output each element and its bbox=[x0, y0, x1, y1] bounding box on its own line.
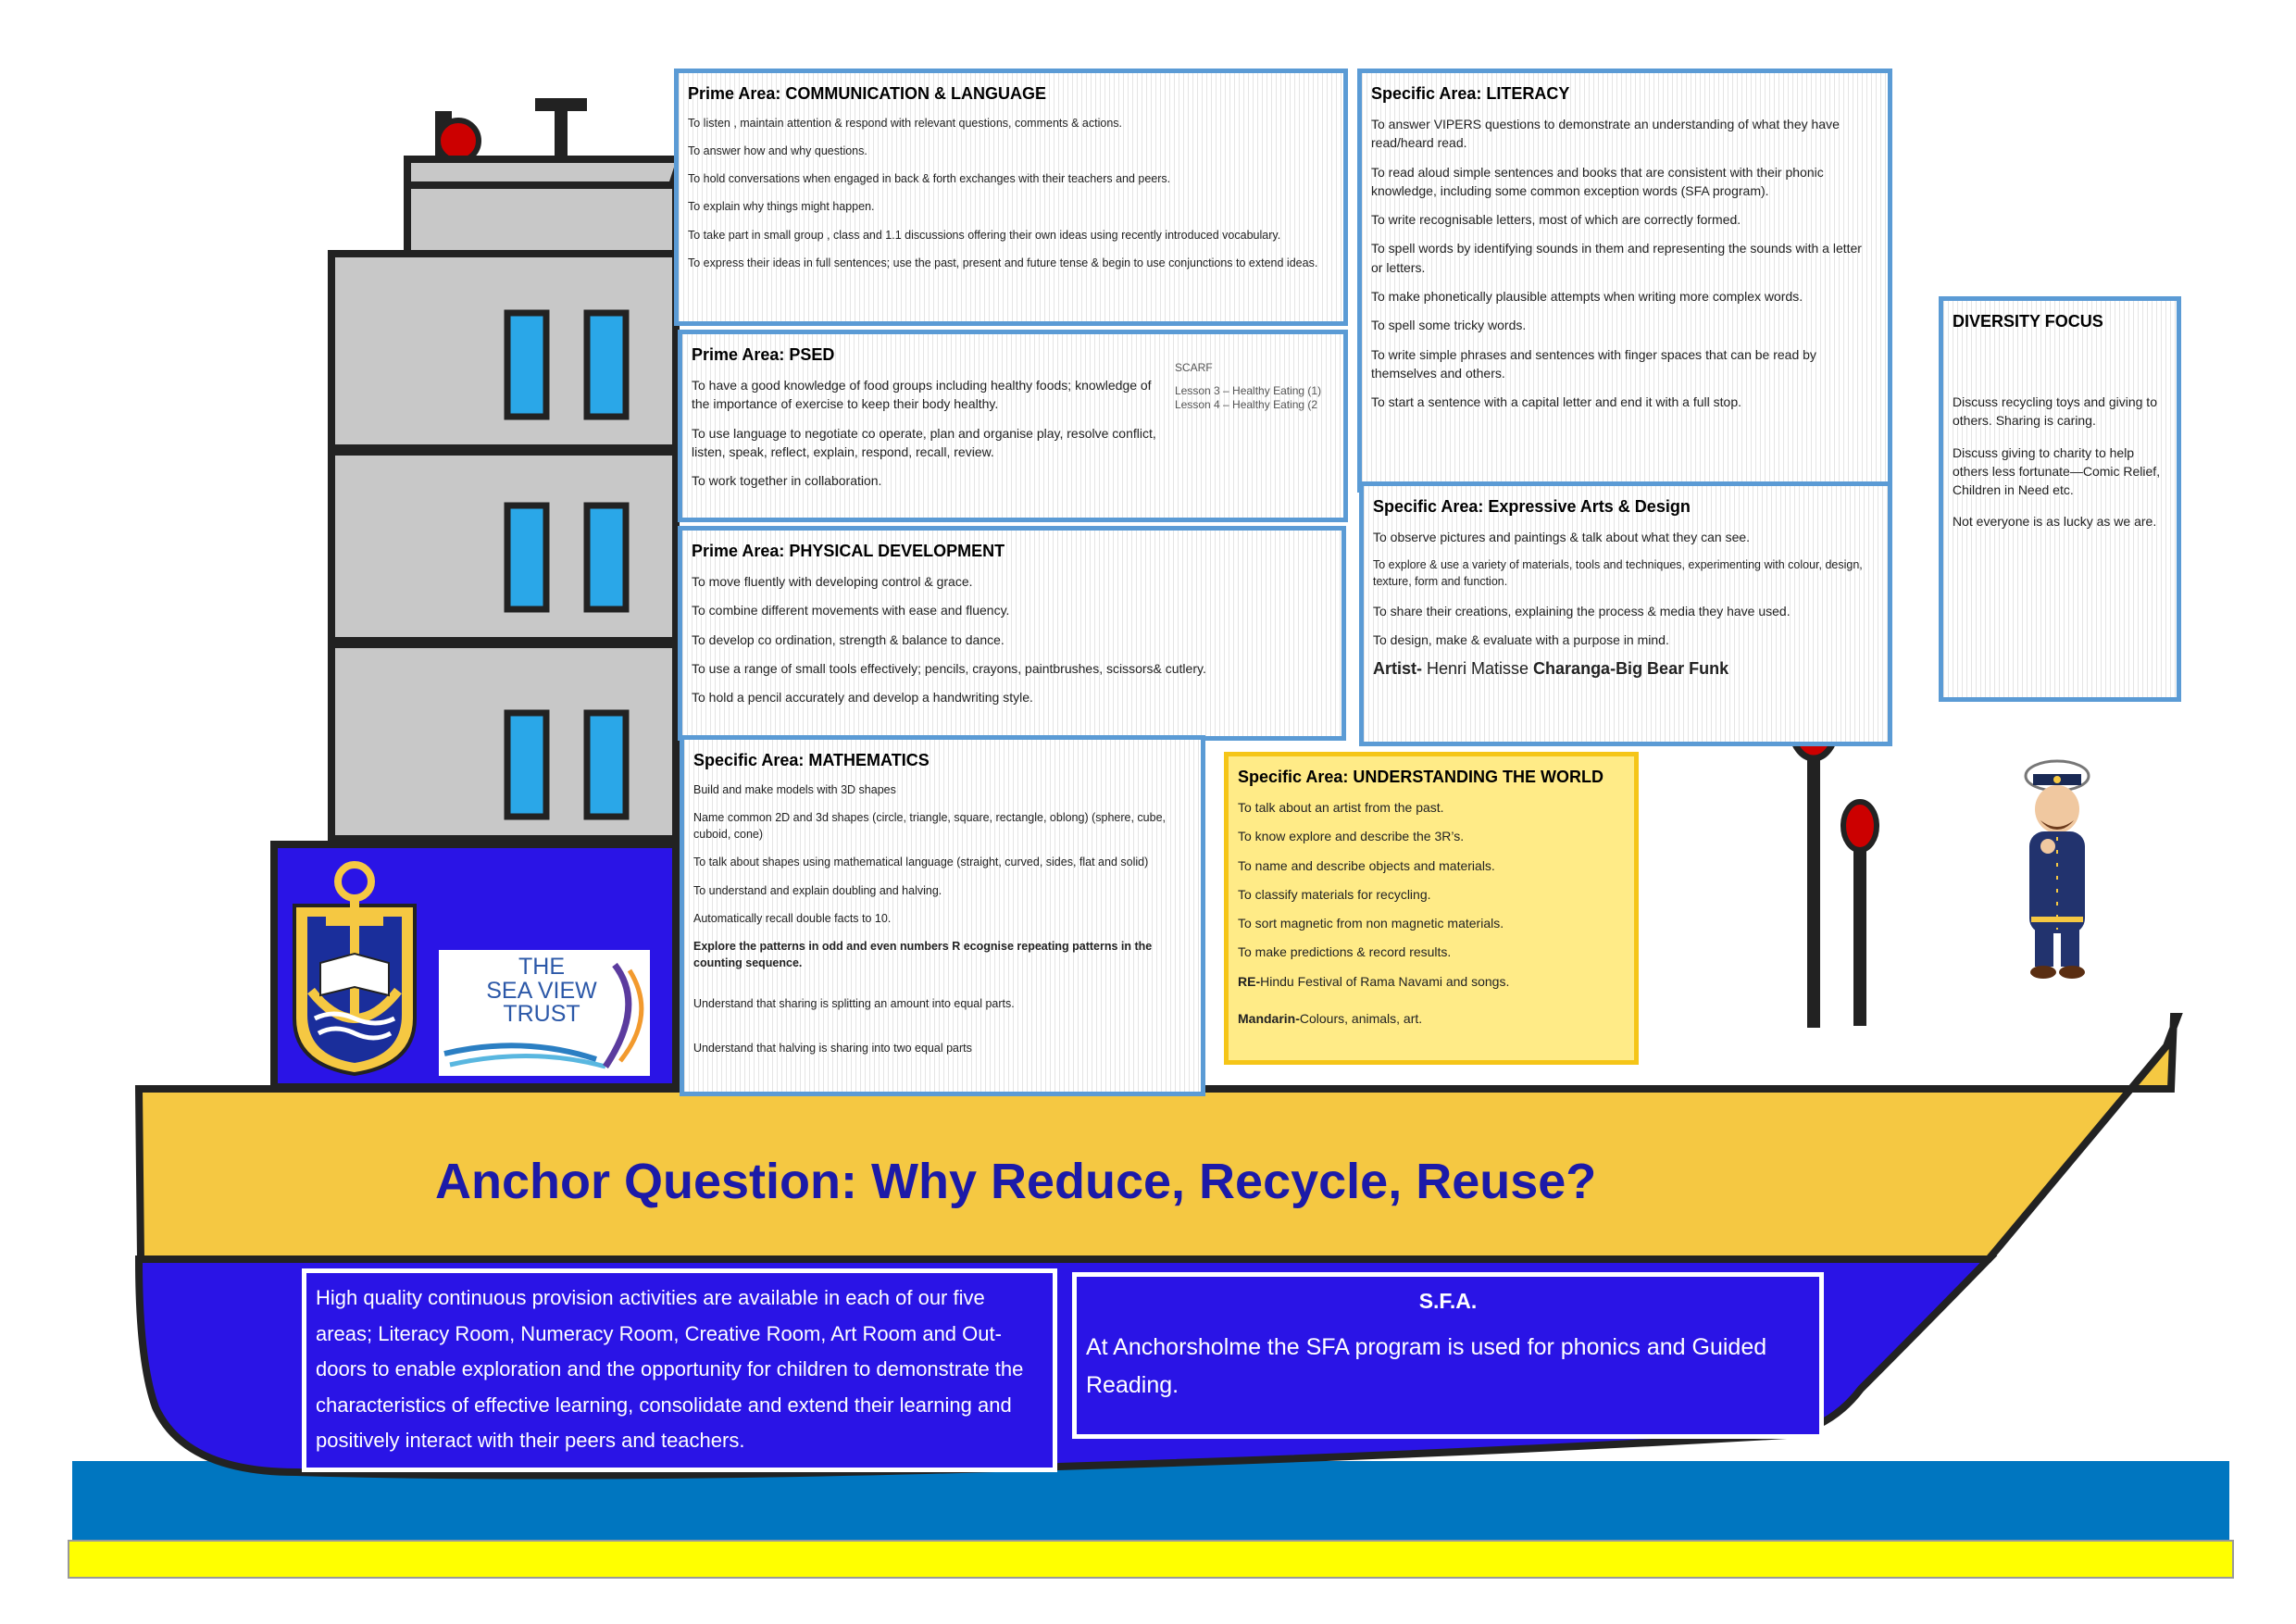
re-text: Hindu Festival of Rama Navami and songs. bbox=[1260, 973, 1510, 989]
diversity-item: Discuss giving to charity to help others less fortunate—Comic Relief, Children in Need etc. bbox=[1953, 444, 2161, 498]
artist-label: Artist- bbox=[1373, 659, 1422, 679]
title-prefix: Specific Area: bbox=[693, 751, 809, 769]
re-label: RE- bbox=[1238, 973, 1261, 989]
literacy-item: To write simple phrases and sentences with finger spaces that can be read by themselves and others. bbox=[1371, 346, 1816, 381]
title-text: MATHEMATICS bbox=[808, 751, 930, 769]
title-text: COMMUNICATION & LANGUAGE bbox=[785, 84, 1047, 103]
maths-item: Name common 2D and 3d shapes (circle, triangle, square, rectangle, oblong) (sphere, cube, cuboid, cone) bbox=[693, 811, 1166, 842]
scarf-lesson: Lesson 4 – Healthy Eating (2 bbox=[1175, 398, 1318, 411]
psed-item: To work together in collaboration. bbox=[692, 473, 882, 489]
communication-language-box bbox=[674, 69, 1348, 326]
world-item: To name and describe objects and materials. bbox=[1238, 857, 1495, 873]
maths-bold-item bbox=[693, 938, 1190, 971]
scarf-lesson: Lesson 3 – Healthy Eating (1) bbox=[1175, 384, 1322, 397]
captain-figure bbox=[2026, 761, 2089, 979]
comm-item: To answer how and why questions. bbox=[688, 144, 867, 158]
diversity-focus-box bbox=[1939, 296, 2181, 702]
mandarin-text: Colours, animals, art. bbox=[1299, 1011, 1423, 1027]
sea-view-trust-logo bbox=[439, 950, 650, 1076]
maths-title bbox=[693, 751, 1190, 770]
physical-development-box bbox=[678, 526, 1346, 741]
anchor-question-title: Anchor Question: Why Reduce, Recycle, Reuse? bbox=[435, 1154, 1597, 1209]
logo-line-2: SEA VIEW bbox=[486, 977, 597, 1004]
physical-item: To move fluently with developing control & grace. bbox=[692, 574, 973, 589]
title-text: UNDERSTANDING THE WORLD bbox=[1353, 768, 1604, 786]
title-prefix: Specific Area: bbox=[1371, 84, 1487, 103]
scarf-title: SCARF bbox=[1175, 361, 1213, 374]
title-prefix: Prime Area: bbox=[692, 345, 790, 364]
literacy-box bbox=[1357, 69, 1892, 493]
psed-item: To use language to negotiate co operate, plan and organise play, resolve conflict, listen, speak, reflect, explain, respond, recall, review. bbox=[692, 425, 1156, 459]
literacy-item: To make phonetically plausible attempts when writing more complex words. bbox=[1371, 289, 1803, 305]
world-item: To know explore and describe the 3R’s. bbox=[1238, 829, 1465, 844]
comm-item: To listen , maintain attention & respond with relevant questions, comments & actions. bbox=[688, 117, 1122, 130]
literacy-item: To spell some tricky words. bbox=[1371, 318, 1527, 333]
literacy-item: To start a sentence with a capital letter and end it with a full stop. bbox=[1371, 394, 1741, 410]
superstructure bbox=[331, 159, 680, 935]
world-re bbox=[1238, 972, 1623, 991]
title-text: LITERACY bbox=[1486, 84, 1570, 103]
title-text: PSED bbox=[789, 345, 835, 364]
title-prefix: Specific Area: bbox=[1238, 768, 1354, 786]
world-mandarin bbox=[1238, 1009, 1623, 1028]
scarf-lessons bbox=[1175, 359, 1332, 500]
maths-item: Understand that halving is sharing into two equal parts bbox=[693, 1042, 972, 1056]
literacy-item: To answer VIPERS questions to demonstrate an understanding of what they have read/heard read. bbox=[1371, 117, 1840, 151]
understanding-world-box bbox=[1224, 752, 1639, 1065]
comm-item: To explain why things might happen. bbox=[688, 200, 875, 214]
artist-line bbox=[1373, 659, 1877, 679]
music-scheme: Charanga-Big Bear Funk bbox=[1533, 659, 1729, 679]
maths-item: Automatically recall double facts to 10. bbox=[693, 911, 892, 925]
title-prefix: Specific Area: bbox=[1373, 497, 1489, 516]
maths-item: To talk about shapes using mathematical language (straight, curved, sides, flat and solid) bbox=[693, 856, 1149, 869]
logo-line-3: TRUST bbox=[503, 1001, 580, 1027]
title-text: PHYSICAL DEVELOPMENT bbox=[789, 542, 1005, 560]
title-text: Expressive Arts & Design bbox=[1488, 497, 1691, 516]
sand bbox=[69, 1541, 2233, 1578]
literacy-item: To spell words by identifying sounds in them and representing the sounds with a letter or letters. bbox=[1371, 241, 1862, 275]
physical-item: To combine different movements with ease and fluency. bbox=[692, 603, 1010, 618]
logo-swoosh-icon bbox=[439, 950, 650, 1076]
diversity-title: DIVERSITY FOCUS bbox=[1953, 312, 2103, 331]
title-prefix: Prime Area: bbox=[692, 542, 790, 560]
arts-item: To share their creations, explaining the process & media they have used. bbox=[1373, 603, 1791, 618]
logo-line-1: THE bbox=[518, 954, 565, 980]
sfa-box bbox=[1072, 1272, 1824, 1439]
artist-name: Henri Matisse bbox=[1422, 659, 1534, 679]
sfa-text: At Anchorsholme the SFA program is used for phonics and Guided Reading. bbox=[1086, 1333, 1767, 1399]
physical-title bbox=[692, 542, 1330, 561]
psed-item: To have a good knowledge of food groups including healthy foods; knowledge of the importance of exercise to keep their body healthy. bbox=[692, 378, 1152, 412]
continuous-provision-box bbox=[302, 1268, 1057, 1472]
title-prefix: Prime Area: bbox=[688, 84, 786, 103]
diversity-item: Not everyone is as lucky as we are. bbox=[1953, 514, 2157, 530]
comm-item: To hold conversations when engaged in back & forth exchanges with their teachers and peers. bbox=[688, 172, 1171, 186]
arts-item: To design, make & evaluate with a purpose in mind. bbox=[1373, 631, 1669, 647]
mathematics-box bbox=[680, 735, 1205, 1096]
physical-item: To develop co ordination, strength & balance to dance. bbox=[692, 631, 1004, 647]
world-item: To talk about an artist from the past. bbox=[1238, 800, 1444, 815]
communication-language-title bbox=[688, 84, 1332, 104]
physical-item: To hold a pencil accurately and develop a handwriting style. bbox=[692, 690, 1033, 706]
expressive-arts-box bbox=[1359, 481, 1892, 746]
psed-box bbox=[678, 330, 1348, 522]
arts-item: To explore & use a variety of materials, tools and techniques, experimenting with colour, design, texture, form and function. bbox=[1373, 558, 1863, 589]
comm-item: To take part in small group , class and 1.1 discussions offering their own ideas using recently introduced vocabulary. bbox=[688, 228, 1281, 242]
sfa-title: S.F.A. bbox=[1418, 1289, 1478, 1313]
comm-item: To express their ideas in full sentences; use the past, present and future tense & begin to use conjunctions to extend ideas. bbox=[688, 256, 1318, 269]
literacy-item: To read aloud simple sentences and books that are consistent with their phonic knowledge, including some common exception words (SFA program). bbox=[1371, 164, 1824, 198]
maths-item: To understand and explain doubling and halving. bbox=[693, 883, 942, 897]
world-item: To classify materials for recycling. bbox=[1238, 886, 1431, 902]
arts-title bbox=[1373, 497, 1877, 517]
mandarin-label: Mandarin- bbox=[1238, 1011, 1300, 1027]
world-item: To make predictions & record results. bbox=[1238, 944, 1452, 960]
world-title bbox=[1238, 768, 1623, 787]
maths-item: Build and make models with 3D shapes bbox=[693, 783, 896, 796]
continuous-provision-text: High quality continuous provision activities are available in each of our five areas; Literacy Room, Numeracy Room, Creative Room, Art Room and Out-doors to enable exploration and the opportunity for children to demonstrate the characteristics of effective learning, consolidate and extend their learning and positively interact with their peers and teachers. bbox=[316, 1286, 1024, 1452]
arts-item: To observe pictures and paintings & talk about what they can see. bbox=[1373, 530, 1751, 544]
maths-item: Understand that sharing is splitting an amount into equal parts. bbox=[693, 997, 1015, 1010]
physical-item: To use a range of small tools effectively; pencils, crayons, paintbrushes, scissors& cutlery. bbox=[692, 660, 1206, 676]
world-item: To sort magnetic from non magnetic materials. bbox=[1238, 916, 1504, 931]
diversity-item: Discuss recycling toys and giving to others. Sharing is caring. bbox=[1953, 394, 2157, 429]
literacy-title bbox=[1371, 84, 1877, 104]
literacy-item: To write recognisable letters, most of which are correctly formed. bbox=[1371, 212, 1741, 228]
maths-bold-text: Explore the patterns in odd and even numbers R ecognise repeating patterns in the counting sequence. bbox=[693, 939, 1153, 969]
